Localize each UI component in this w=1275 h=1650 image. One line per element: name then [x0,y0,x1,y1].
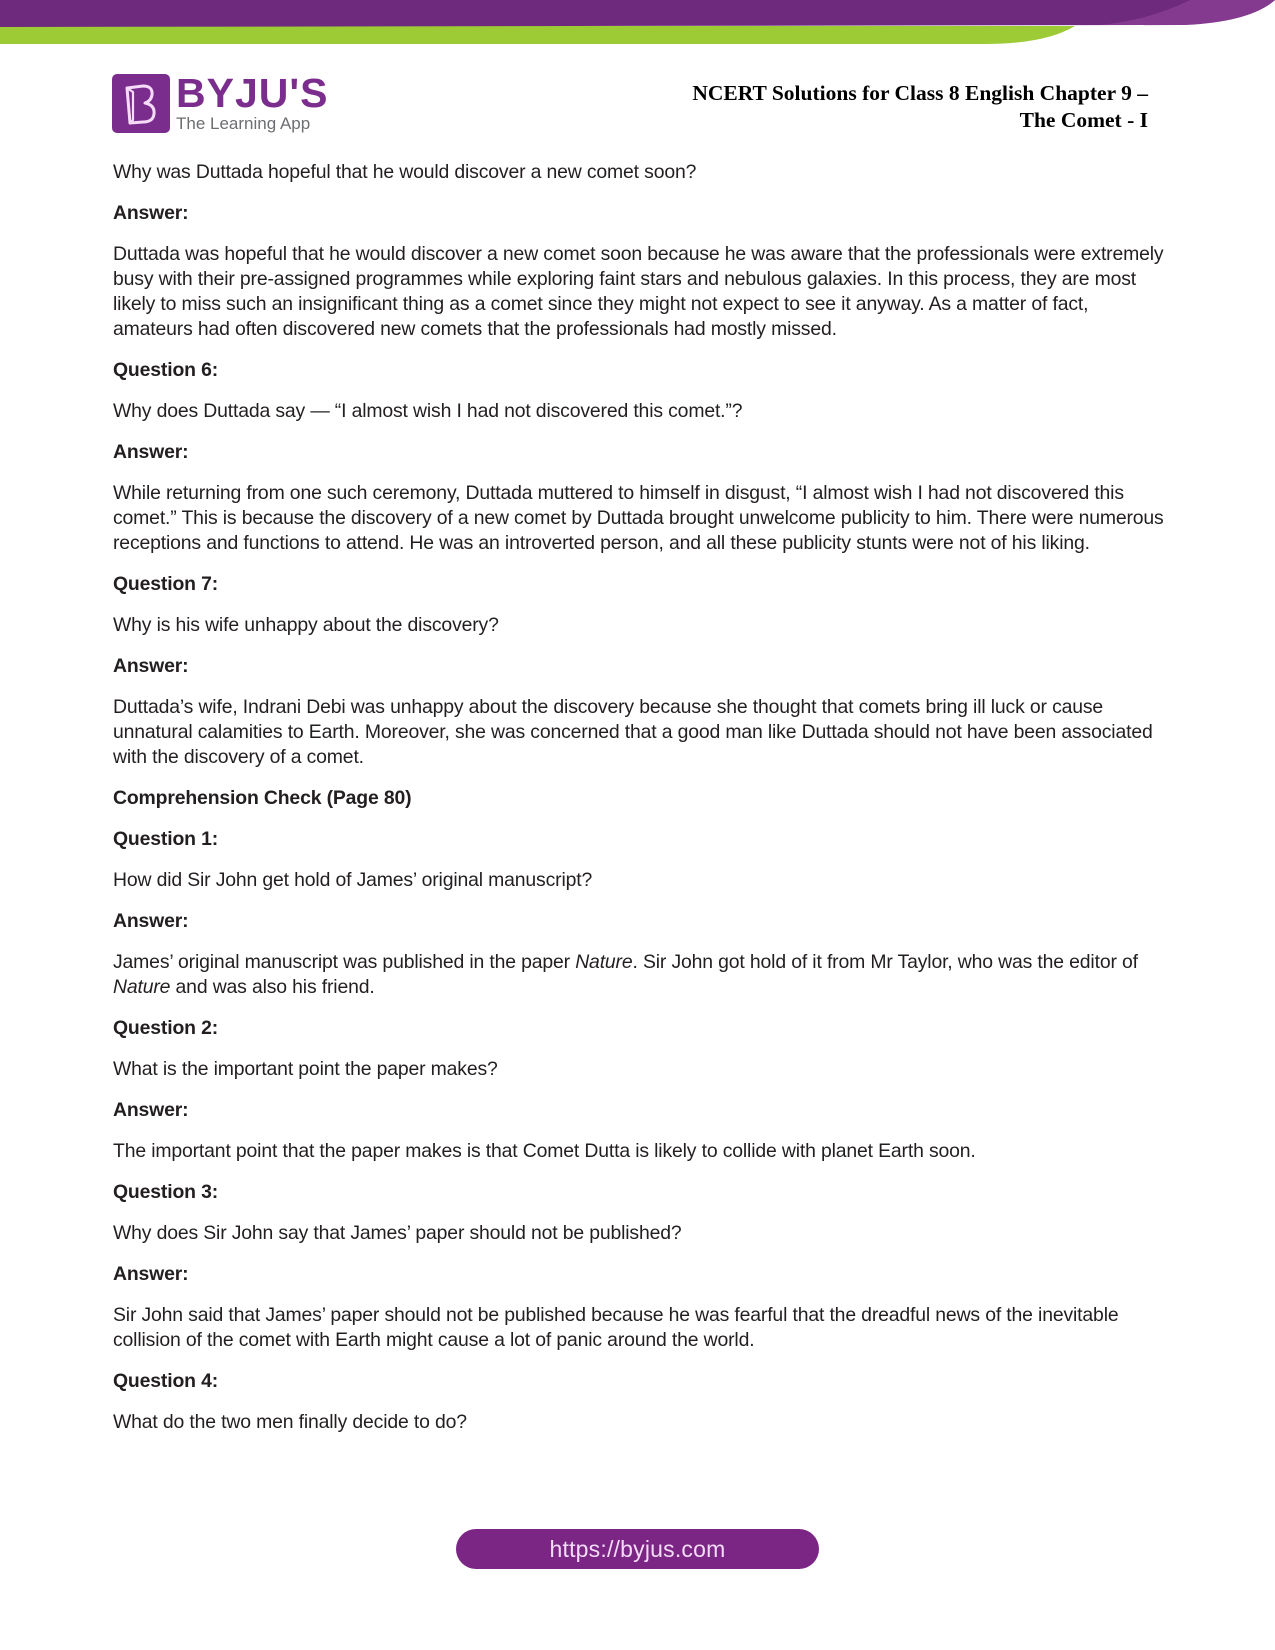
website-link-label: https://byjus.com [549,1535,726,1562]
question-label-2: Question 2: [113,1017,219,1039]
answer-text: Duttada was hopeful that he would discover a new comet soon because he was aware that the professionals were extremely busy with their pre-assigned programmes while exploring faint stars and nebulous galaxies. In this process, they are most likely to miss such an insignificant thing as a comet since they might not expect to see it anyway. As a matter of fact, amateurs had often discovered new comets that the professionals had mostly missed. [113,243,1164,340]
answer-label: Answer: [113,1263,189,1285]
document-title [692,80,1148,134]
logo-brand-text: BYJU'S [176,70,329,116]
answer-text: The important point that the paper makes is that Comet Dutta is likely to collide with planet Earth soon. [113,1140,976,1162]
answer-text: While returning from one such ceremony, Duttada muttered to himself in disgust, “I almost wish I had not discovered this comet.” This is because the discovery of a new comet by Duttada brought unwelcome publicity to him. There were numerous receptions and functions to attend. He was an introverted person, and all these publicity stunts were not of his liking. [113,482,1164,554]
question-text: Why was Duttada hopeful that he would discover a new comet soon? [113,161,697,183]
question-text: What is the important point the paper makes? [113,1058,498,1080]
question-text: Why does Sir John say that James’ paper should not be published? [113,1222,682,1244]
answer-label: Answer: [113,1099,189,1121]
question-text: Why does Duttada say — “I almost wish I had not discovered this comet.”? [113,400,743,422]
byjus-website-link[interactable] [456,1529,819,1569]
top-banner [0,0,1275,48]
logo-tagline: The Learning App [176,114,311,133]
question-text: Why is his wife unhappy about the discovery? [113,614,499,636]
answer-label: Answer: [113,202,189,224]
answer-text: Sir John said that James’ paper should not be published because he was fearful that the dreadful news of the inevitable collision of the comet with Earth might cause a lot of panic around the world. [113,1304,1119,1351]
question-text: What do the two men finally decide to do? [113,1411,467,1433]
italic-title-nature: Nature [575,951,633,973]
qa-content [113,160,1173,1451]
document-title-line-2: The Comet - I [1019,108,1148,132]
answer-label: Answer: [113,910,189,932]
question-label-4: Question 4: [113,1370,219,1392]
answer-label: Answer: [113,441,189,463]
answer-text [113,950,1173,1000]
answer-label: Answer: [113,655,189,677]
question-label-7: Question 7: [113,573,219,595]
question-label-6: Question 6: [113,359,219,381]
answer-text-part: and was also his friend. [170,976,375,998]
question-label-1: Question 1: [113,828,219,850]
byjus-logo[interactable] [112,70,329,134]
italic-title-nature: Nature [113,976,171,998]
document-title-line-1: NCERT Solutions for Class 8 English Chapter 9 – [692,81,1148,105]
question-text: How did Sir John get hold of James’ original manuscript? [113,869,593,891]
answer-text-part: . Sir John got hold of it from Mr Taylor, who was the editor of [632,951,1138,973]
section-heading-comprehension-check: Comprehension Check (Page 80) [113,787,412,809]
answer-text-part: James’ original manuscript was published in the paper [113,951,576,973]
answer-text: Duttada’s wife, Indrani Debi was unhappy about the discovery because she thought that comets bring ill luck or cause unnatural calamities to Earth. Moreover, she was concerned that a good man like Duttada should not have been associated with the discovery of a comet. [113,696,1153,768]
byjus-b-logo-icon [112,74,170,133]
question-label-3: Question 3: [113,1181,219,1203]
